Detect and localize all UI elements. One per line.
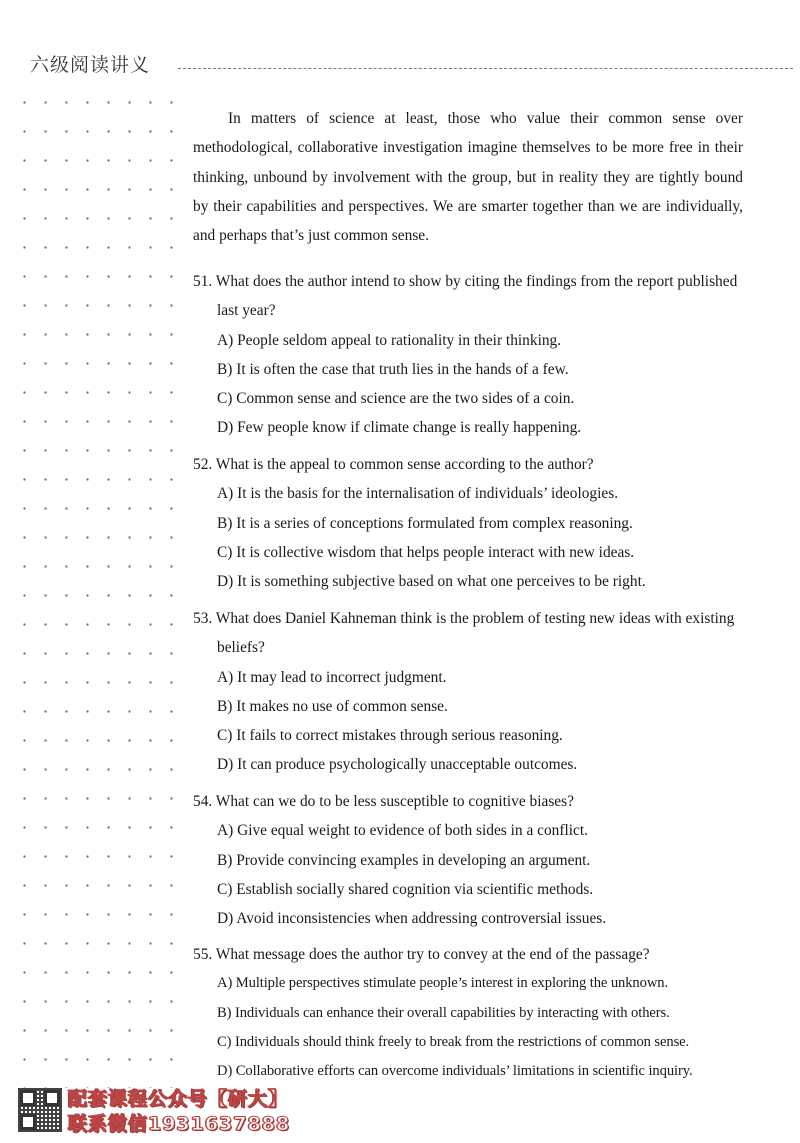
option-a: A) It is the basis for the internalisation of individuals’ ideologies.: [217, 485, 619, 503]
option-c: C) It is collective wisdom that helps people interact with new ideas.: [217, 543, 635, 561]
option-a: A) It may lead to incorrect judgment.: [217, 668, 447, 686]
option-b: B) It is often the case that truth lies in the hands of a few.: [217, 360, 569, 378]
option-c: C) Common sense and science are the two sides of a coin.: [217, 390, 575, 408]
footer-watermark: [14, 1084, 314, 1136]
option-c: C) Individuals should think freely to break from the restrictions of common sense.: [217, 1033, 690, 1050]
question-stem: 53. What does Daniel Kahneman think is the problem of testing new ideas with existing beliefs?: [193, 610, 735, 657]
qr-code-icon: [18, 1088, 62, 1132]
question-stem: 51. What does the author intend to show by citing the findings from the report published last year?: [193, 273, 738, 320]
option-a: A) Give equal weight to evidence of both sides in a conflict.: [217, 822, 588, 840]
header-title: 六级阅读讲义: [30, 54, 151, 76]
option-c: C) Establish socially shared cognition via scientific methods.: [217, 880, 594, 898]
passage-paragraph: In matters of science at least, those who value their common sense over methodological, collaborative investigation imagine themselves to be more free in their thinking, unbound by involvement with the group, but in reality they are tightly bound by their capabilities and perspectives. We are smarter together than we are individually, and perhaps that’s just common sense.: [193, 110, 743, 245]
promo-line-2: 联系微信1931637888: [68, 1113, 291, 1135]
option-d: D) Few people know if climate change is really happening.: [217, 419, 582, 437]
option-a: A) Multiple perspectives stimulate people’s interest in exploring the unknown.: [217, 975, 668, 992]
option-b: B) Provide convincing examples in developing an argument.: [217, 851, 591, 869]
question-51: [193, 267, 745, 443]
question-stem: 54. What can we do to be less susceptible to cognitive biases?: [193, 793, 574, 810]
question-stem: 55. What message does the author try to convey at the end of the passage?: [193, 946, 650, 963]
question-52: [193, 450, 745, 596]
option-d: D) It is something subjective based on what one perceives to be right.: [217, 573, 646, 591]
question-54: [193, 787, 745, 933]
dot-grid-margin: [14, 88, 184, 1088]
promo-line-1: 配套课程公众号【研大】: [68, 1088, 289, 1110]
option-d: D) Collaborative efforts can overcome individuals’ limitations in scientific inquiry.: [217, 1063, 693, 1080]
question-53: [193, 604, 745, 780]
header-divider: [178, 68, 793, 69]
question-55: [193, 940, 745, 1086]
option-d: D) Avoid inconsistencies when addressing controversial issues.: [217, 910, 607, 928]
option-b: B) It makes no use of common sense.: [217, 697, 448, 715]
option-d: D) It can produce psychologically unacceptable outcomes.: [217, 756, 578, 774]
option-c: C) It fails to correct mistakes through serious reasoning.: [217, 727, 563, 745]
question-stem: 52. What is the appeal to common sense according to the author?: [193, 456, 594, 473]
option-b: B) It is a series of conceptions formulated from complex reasoning.: [217, 514, 633, 532]
option-a: A) People seldom appeal to rationality in their thinking.: [217, 331, 562, 349]
option-b: B) Individuals can enhance their overall capabilities by interacting with others.: [217, 1004, 670, 1021]
